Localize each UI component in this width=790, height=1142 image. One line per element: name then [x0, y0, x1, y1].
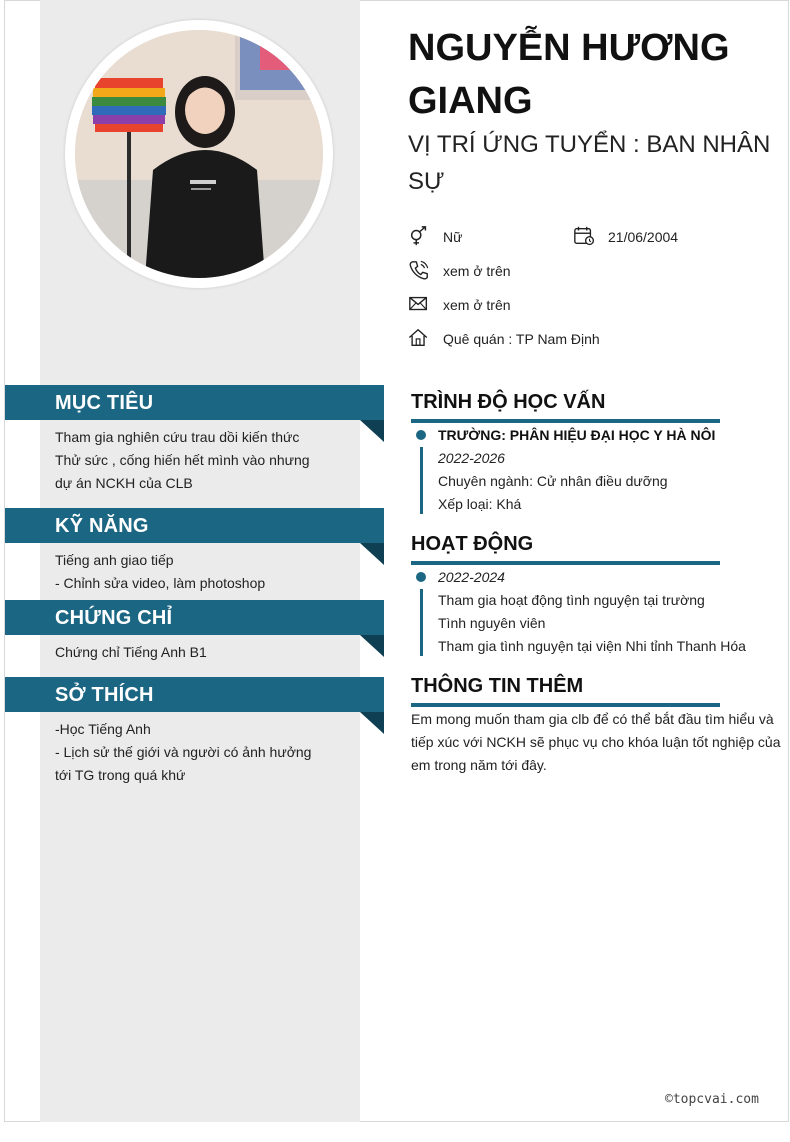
candidate-name: NGUYỄN HƯƠNG GIANG [408, 27, 730, 122]
education-header [411, 389, 721, 415]
education-timeline [420, 447, 423, 514]
skills-text [55, 549, 317, 595]
activities-timeline [420, 589, 423, 656]
applied-position: VỊ TRÍ ỨNG TUYỂN : BAN NHÂN SỰ [408, 131, 771, 195]
certs-text [55, 641, 317, 664]
objective-title: MỤC TIÊU [55, 392, 154, 414]
home-icon [408, 327, 430, 349]
gender-value: Nữ [443, 229, 463, 245]
more-title: THÔNG TIN THÊM [411, 675, 584, 697]
activities-dot [416, 572, 426, 582]
activities-line: Tình nguyên viên [438, 615, 546, 631]
avatar-frame [65, 20, 333, 288]
education-rank: Xếp loại: Khá [438, 496, 522, 512]
education-title: TRÌNH ĐỘ HỌC VẤN [411, 391, 606, 413]
hobbies-header [5, 677, 384, 712]
phone-value: xem ở trên [443, 263, 511, 279]
skills-line: - Chỉnh sửa video, làm photoshop [55, 575, 266, 591]
skills-title: KỸ NĂNG [55, 515, 149, 537]
skills-fold [360, 543, 384, 565]
activities-line: Tham gia tình nguyện tại viện Nhi tỉnh Thanh Hóa [438, 638, 746, 654]
objective-fold [360, 420, 384, 442]
education-underline [411, 419, 720, 423]
activities-period: 2022-2024 [438, 569, 505, 585]
avatar [75, 30, 323, 278]
mail-icon [408, 293, 430, 315]
activities-header [411, 531, 721, 557]
objective-text [55, 426, 317, 495]
watermark: ©topcvai.com [665, 1092, 759, 1107]
phone-icon [408, 259, 430, 281]
hobbies-title: SỞ THÍCH [55, 684, 154, 706]
more-underline [411, 703, 720, 707]
education-school: TRƯỜNG: PHÂN HIỆU ĐẠI HỌC Y HÀ NÔI [438, 427, 716, 443]
objective-line: Tham gia nghiên cứu trau dồi kiến thức [55, 429, 300, 445]
hobbies-line: -Học Tiếng Anh [55, 721, 151, 737]
activities-underline [411, 561, 720, 565]
more-header [411, 673, 721, 699]
activities-line: Tham gia hoạt động tình nguyện tại trường [438, 592, 705, 608]
hometown-value: Quê quán : TP Nam Định [443, 331, 600, 347]
certs-title: CHỨNG CHỈ [55, 607, 173, 629]
certs-fold [360, 635, 384, 657]
objective-header [5, 385, 384, 420]
hobbies-fold [360, 712, 384, 734]
education-major: Chuyên ngành: Cử nhân điều dưỡng [438, 473, 668, 489]
gender-icon [408, 225, 430, 247]
education-dot [416, 430, 426, 440]
email-value: xem ở trên [443, 297, 511, 313]
hobbies-line: tới TG trong quá khứ [55, 767, 186, 783]
calendar-icon [573, 225, 595, 247]
objective-line: Thử sức , cống hiến hết mình vào nhưng [55, 452, 310, 468]
certs-header [5, 600, 384, 635]
education-period: 2022-2026 [438, 450, 505, 466]
skills-header [5, 508, 384, 543]
objective-line: dự án NCKH của CLB [55, 475, 193, 491]
more-text: Em mong muốn tham gia clb để có thể bắt đầu tìm hiểu và tiếp xúc với NCKH sẽ phục vụ cho khóa luận tốt nghiệp của em trong năm tới đây. [411, 711, 781, 773]
hobbies-line: - Lịch sử thế giới và người có ảnh hưởng [55, 744, 312, 760]
activities-title: HOẠT ĐỘNG [411, 533, 534, 555]
certs-line: Chứng chỉ Tiếng Anh B1 [55, 644, 207, 660]
skills-line: Tiếng anh giao tiếp [55, 552, 174, 568]
avatar-photo [75, 30, 323, 278]
birthday-value: 21/06/2004 [608, 229, 679, 245]
hobbies-text [55, 718, 317, 787]
